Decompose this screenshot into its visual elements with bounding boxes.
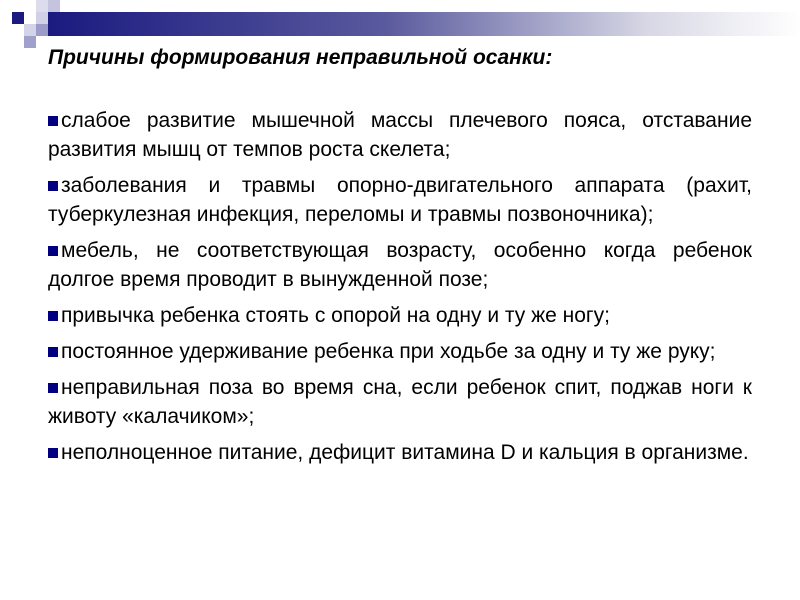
square-bullet-icon — [48, 448, 58, 458]
list-item — [48, 236, 752, 294]
decor-square — [24, 36, 36, 48]
square-bullet-icon — [48, 246, 58, 256]
header-gradient-bar — [48, 12, 800, 36]
square-bullet-icon — [48, 116, 58, 126]
square-bullet-icon — [48, 347, 58, 357]
square-bullet-icon — [48, 181, 58, 191]
decor-square — [48, 0, 60, 12]
list-item — [48, 337, 752, 366]
list-item — [48, 438, 752, 467]
list-item-text: слабое развитие мышечной массы плечевого пояса, отставание развития мышц от темпов роста скелета; — [48, 109, 752, 161]
slide-title: Причины формирования неправильной осанки: — [48, 46, 553, 69]
square-bullet-icon — [48, 383, 58, 393]
decor-square — [12, 12, 24, 24]
decor-square — [36, 0, 48, 12]
list-item-text: мебель, не соответствующая возрасту, особенно когда ребенок долгое время проводит в вынужденной позе; — [48, 239, 752, 291]
list-item-text: неполноценное питание, дефицит витамина D и кальция в организме. — [61, 441, 749, 464]
square-bullet-icon — [48, 311, 58, 321]
list-item-text: заболевания и травмы опорно-двигательного аппарата (рахит, туберкулезная инфекция, переломы и травмы позвоночника); — [48, 174, 752, 226]
causes-list — [48, 106, 752, 474]
list-item — [48, 301, 752, 330]
decor-square — [36, 24, 48, 36]
list-item-text: неправильная поза во время сна, если ребенок спит, поджав ноги к животу «калачиком»; — [48, 376, 752, 428]
list-item-text: постоянное удерживание ребенка при ходьбе за одну и ту же руку; — [61, 340, 716, 363]
decor-square — [36, 12, 48, 24]
list-item — [48, 373, 752, 431]
list-item-text: привычка ребенка стоять с опорой на одну и ту же ногу; — [61, 304, 610, 327]
list-item — [48, 106, 752, 164]
list-item — [48, 171, 752, 229]
decor-square — [24, 24, 36, 36]
